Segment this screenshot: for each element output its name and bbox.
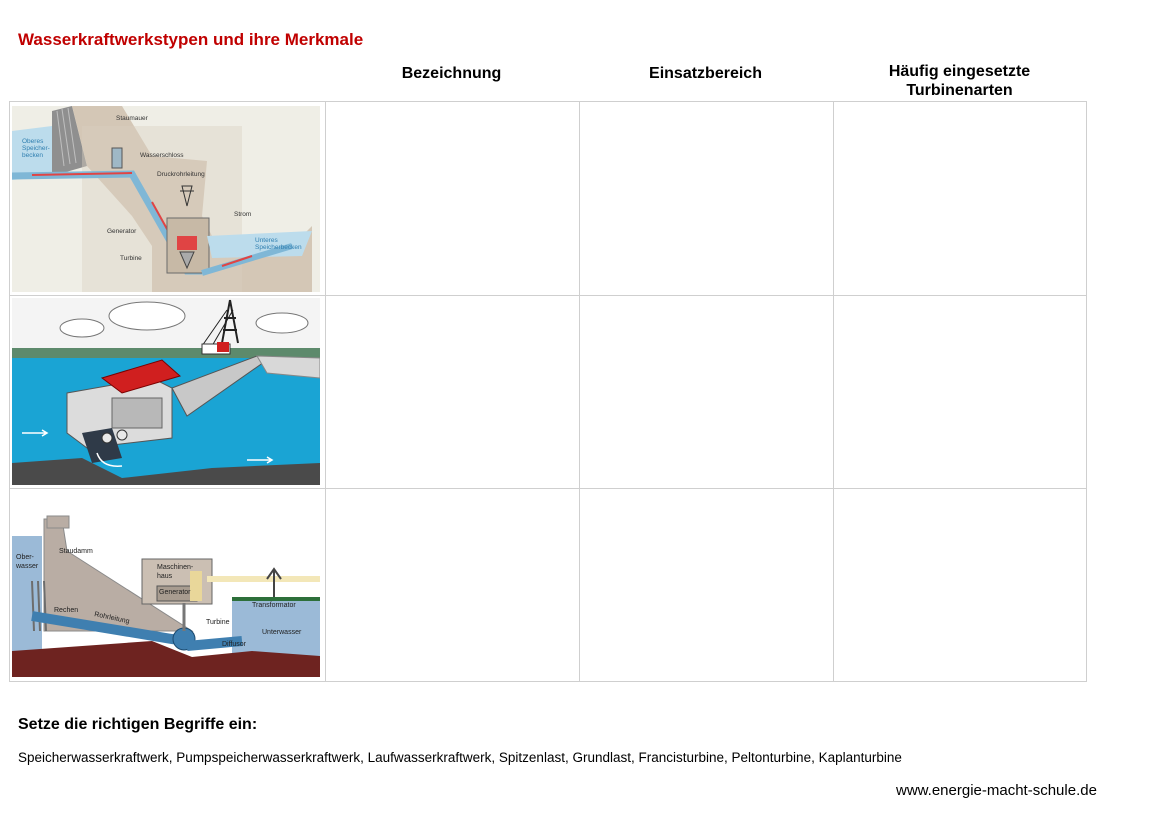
diagram-run-of-river-plant — [12, 298, 320, 485]
column-header-turbinenarten-line2: Turbinenarten — [906, 82, 1013, 99]
label-turbine: Turbine — [120, 255, 142, 262]
label-ober: Ober- — [16, 554, 34, 561]
label-generator: Generator — [107, 228, 137, 235]
label-staumauer: Staumauer — [116, 115, 148, 122]
label-turbine-3: Turbine — [206, 619, 230, 626]
label-haus: haus — [157, 573, 173, 580]
label-wasser: wasser — [16, 563, 39, 570]
label-oberes: Oberes — [22, 138, 44, 145]
column-header-einsatzbereich: Einsatzbereich — [649, 65, 762, 82]
label-unterwasser: Unterwasser — [262, 629, 302, 636]
answer-cell-r2-turbinenarten[interactable] — [834, 296, 1087, 489]
diagram-storage-plant — [12, 106, 320, 292]
label-speicherbecken: Speicherbecken — [255, 244, 302, 251]
term-list: Speicherwasserkraftwerk, Pumpspeicherwasserkraftwerk, Laufwasserkraftwerk, Spitzenlast, Grundlast, Francisturbine, Peltonturbine, Kaplanturbine — [18, 750, 902, 765]
label-speicher: Speicher- — [22, 145, 50, 152]
column-header-turbinenarten-line1: Häufig eingesetzte — [888, 63, 1031, 80]
label-strom: Strom — [234, 211, 252, 218]
answer-cell-r3-einsatzbereich[interactable] — [580, 489, 834, 682]
instruction-heading: Setze die richtigen Begriffe ein: — [18, 716, 258, 733]
diagram-dam-cross-section — [12, 491, 320, 677]
label-becken: becken — [22, 152, 43, 159]
answer-cell-r3-turbinenarten[interactable] — [834, 489, 1087, 682]
answer-cell-r2-bezeichnung[interactable] — [326, 296, 580, 489]
label-wasserschloss: Wasserschloss — [140, 152, 184, 159]
label-diffusor: Diffusor — [222, 641, 246, 648]
column-header-bezeichnung: Bezeichnung — [401, 65, 502, 82]
answer-cell-r1-bezeichnung[interactable] — [326, 102, 580, 296]
label-rohrleitung: Rohrleitung — [93, 611, 131, 626]
answer-cell-r1-einsatzbereich[interactable] — [580, 102, 834, 296]
answer-cell-r1-turbinenarten[interactable] — [834, 102, 1087, 296]
answer-cell-r3-bezeichnung[interactable] — [326, 489, 580, 682]
label-rechen: Rechen — [54, 607, 79, 614]
label-maschinen: Maschinen- — [157, 564, 194, 571]
label-druckrohrleitung: Druckrohrleitung — [157, 171, 205, 178]
label-generator-3: Generator — [159, 589, 191, 596]
column-header-turbinenarten — [833, 62, 1086, 100]
label-staudamm: Staudamm — [59, 548, 93, 555]
worksheet-title: Wasserkraftwerkstypen und ihre Merkmale — [18, 30, 364, 49]
label-transformator: Transformator — [252, 602, 296, 609]
label-unteres: Unteres — [255, 237, 278, 244]
answer-cell-r2-einsatzbereich[interactable] — [580, 296, 834, 489]
footer-url: www.energie-macht-schule.de — [896, 782, 1097, 799]
